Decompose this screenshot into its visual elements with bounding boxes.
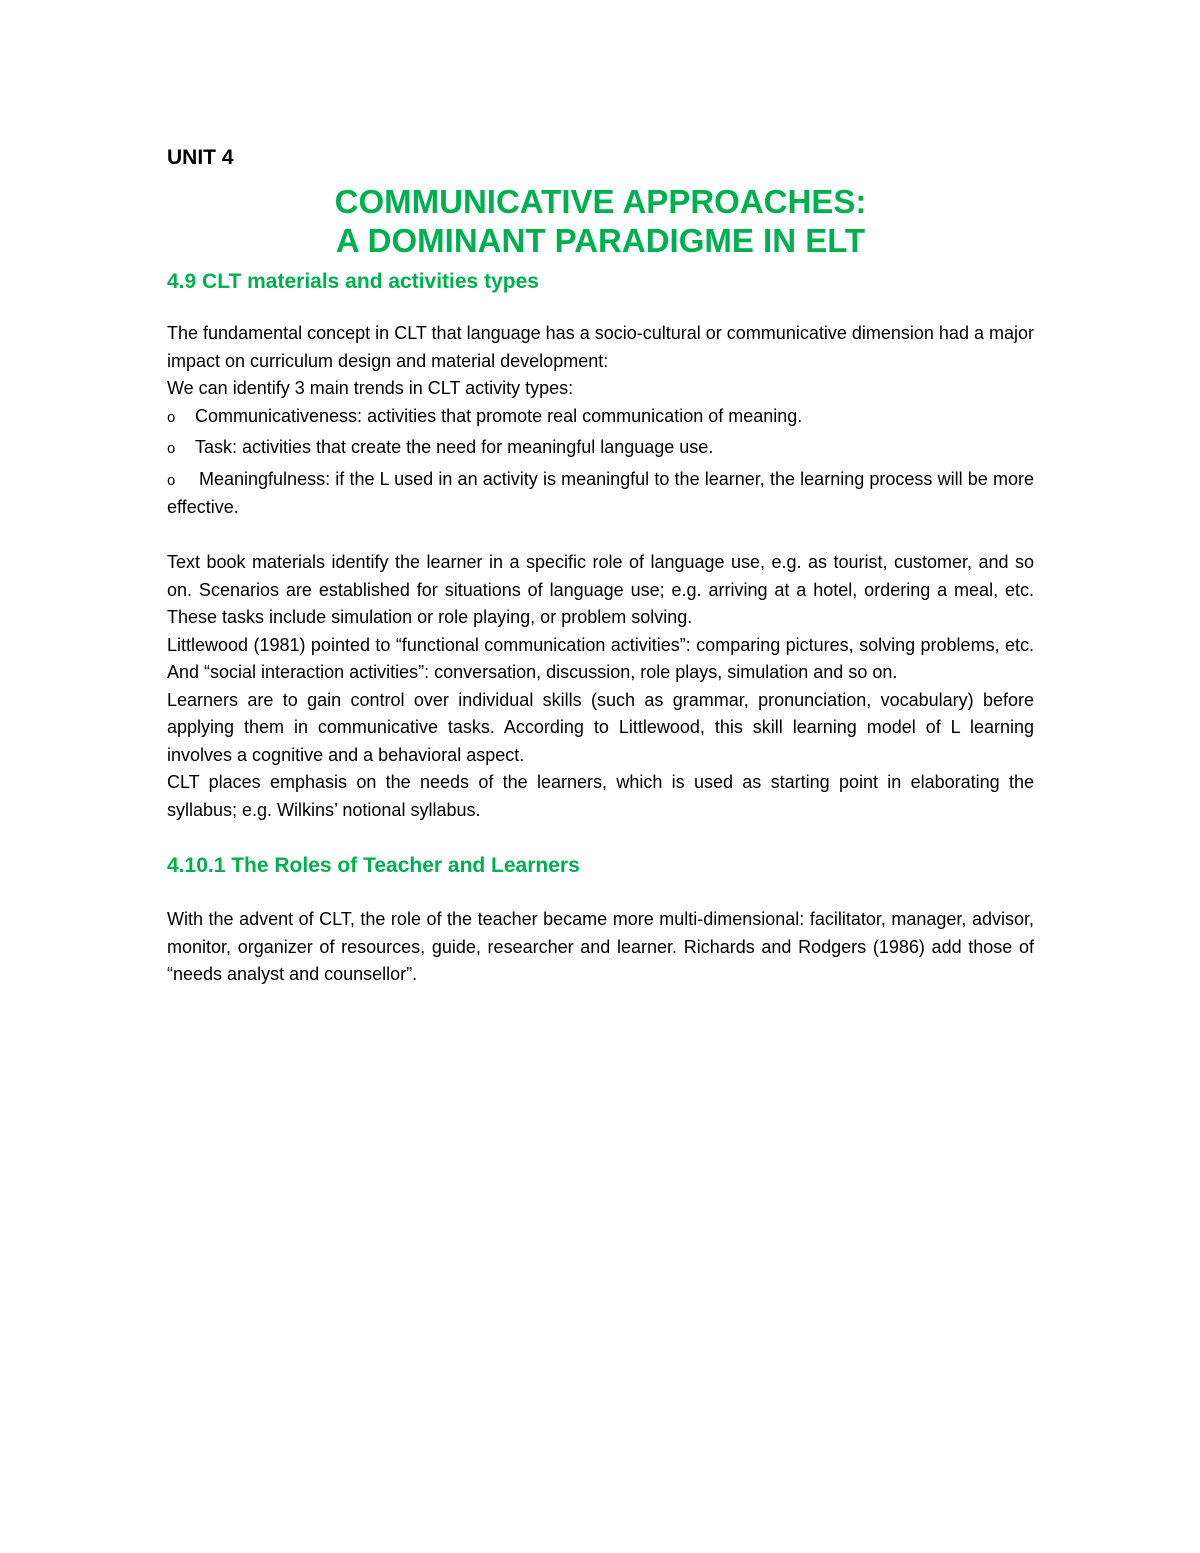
intro-paragraph: The fundamental concept in CLT that language has a socio-cultural or communicative dimension had a major impact on curriculum design and material development: [167, 323, 1034, 371]
bullet-marker-icon: o [167, 408, 176, 426]
bullet-item [167, 403, 1034, 431]
bullet-text: Meaningfulness: if the L used in an activity is meaningful to the learner, the learning process will be more effective. [167, 468, 1034, 517]
bullet-marker-icon: o [167, 440, 176, 457]
spacer [167, 298, 1034, 320]
paragraph-skills: Learners are to gain control over individual skills (such as grammar, pronunciation, vocabulary) before applying them in communicative tasks. According to Littlewood, this skill learning model of L learning involves a cognitive and a behavioral aspect. [167, 689, 1034, 765]
bullet-item-wrapped [167, 466, 1034, 522]
paragraph-textbook: Text book materials identify the learner in a specific role of language use, e.g. as tourist, customer, and so on. Scenarios are established for situations of language use; e.g. arriving at a hotel, ordering a meal, etc. These tasks include simulation or role playing, or problem solving. [167, 552, 1034, 627]
paragraph-teacher-role: With the advent of CLT, the role of the teacher became more multi-dimensional: facilitator, manager, advisor, monitor, organizer of resources, guide, researcher and learner. Richards and Rodgers (1986) add those of “needs analyst and counsellor”. [167, 909, 1034, 984]
bullet-text: Communicativeness: activities that promote real communication of meaning. [195, 405, 803, 426]
document-page [167, 140, 1034, 989]
bullet-text: Task: activities that create the need for meaningful language use. [195, 437, 714, 457]
trends-lead: We can identify 3 main trends in CLT activity types: [167, 378, 574, 398]
paragraph-needs: CLT places emphasis on the needs of the learners, which is used as starting point in elaborating the syllabus; e.g. Wilkins’ notional syllabus. [167, 772, 1034, 820]
spacer [167, 522, 1034, 550]
bullet-item [167, 434, 1034, 462]
document-title [167, 182, 1034, 260]
section-heading-roles: 4.10.1 The Roles of Teacher and Learners [167, 854, 580, 877]
spacer [167, 824, 1034, 850]
paragraph-littlewood: Littlewood (1981) pointed to “functional communication activities”: comparing pictures, solving problems, etc. And “social interaction activities”: conversation, discussion, role plays, simulation and so on. [167, 634, 1034, 682]
spacer [167, 882, 1034, 906]
title-line-2: A DOMINANT PARADIGME IN ELT [335, 222, 866, 259]
title-line-1: COMMUNICATIVE APPROACHES: [334, 183, 867, 220]
section-heading-materials: 4.9 CLT materials and activities types [167, 270, 539, 293]
bullet-marker-icon: o [167, 471, 176, 489]
unit-label: UNIT 4 [167, 146, 234, 169]
